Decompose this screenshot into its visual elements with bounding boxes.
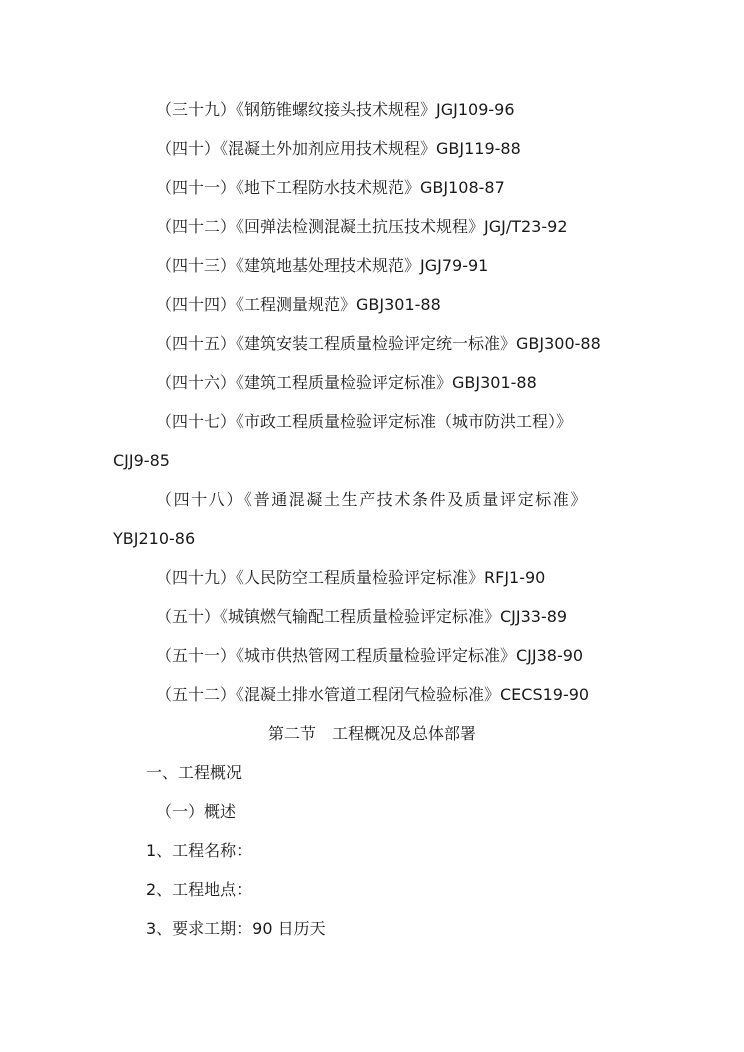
subsection-heading: 一、工程概况 [146,763,243,782]
standard-item-41: （四十一）《地下工程防水技术规范》GBJ108-87 [156,178,505,197]
standard-item-40: （四十）《混凝土外加剂应用技术规程》GBJ119-88 [156,139,521,158]
standard-item-43: （四十三）《建筑地基处理技术规范》JGJ79-91 [156,256,489,275]
sub-item-heading: （一）概述 [156,802,237,821]
standard-item-48: （四十八）《普通混凝土生产技术条件及质量评定标准》 [156,490,589,509]
project-duration-line: 3、要求工期：90 日历天 [146,919,326,938]
standard-item-46: （四十六）《建筑工程质量检验评定标准》GBJ301-88 [156,373,537,392]
standard-item-51: （五十一）《城市供热管网工程质量检验评定标准》CJJ38-90 [156,646,584,665]
standard-item-42: （四十二）《回弹法检测混凝土抗压技术规程》JGJ/T23-92 [156,217,568,236]
standard-item-47-code: CJJ9-85 [113,451,170,470]
project-location-line: 2、工程地点： [146,880,253,899]
standard-item-50: （五十）《城镇燃气输配工程质量检验评定标准》CJJ33-89 [156,607,568,626]
project-name-line: 1、工程名称： [146,841,253,860]
standard-item-49: （四十九）《人民防空工程质量检验评定标准》RFJ1-90 [156,568,546,587]
standard-item-45: （四十五）《建筑安装工程质量检验评定统一标准》GBJ300-88 [156,334,601,353]
section-title: 第二节 工程概况及总体部署 [267,724,476,743]
standard-item-39: （三十九）《钢筋锥螺纹接头技术规程》JGJ109-96 [156,100,515,119]
standard-item-52: （五十二）《混凝土排水管道工程闭气检验标准》CECS19-90 [156,685,590,704]
standard-item-48-code: YBJ210-86 [113,529,196,548]
standard-item-44: （四十四）《工程测量规范》GBJ301-88 [156,295,441,314]
standard-item-47: （四十七）《市政工程质量检验评定标准（城市防洪工程）》 [156,412,573,431]
